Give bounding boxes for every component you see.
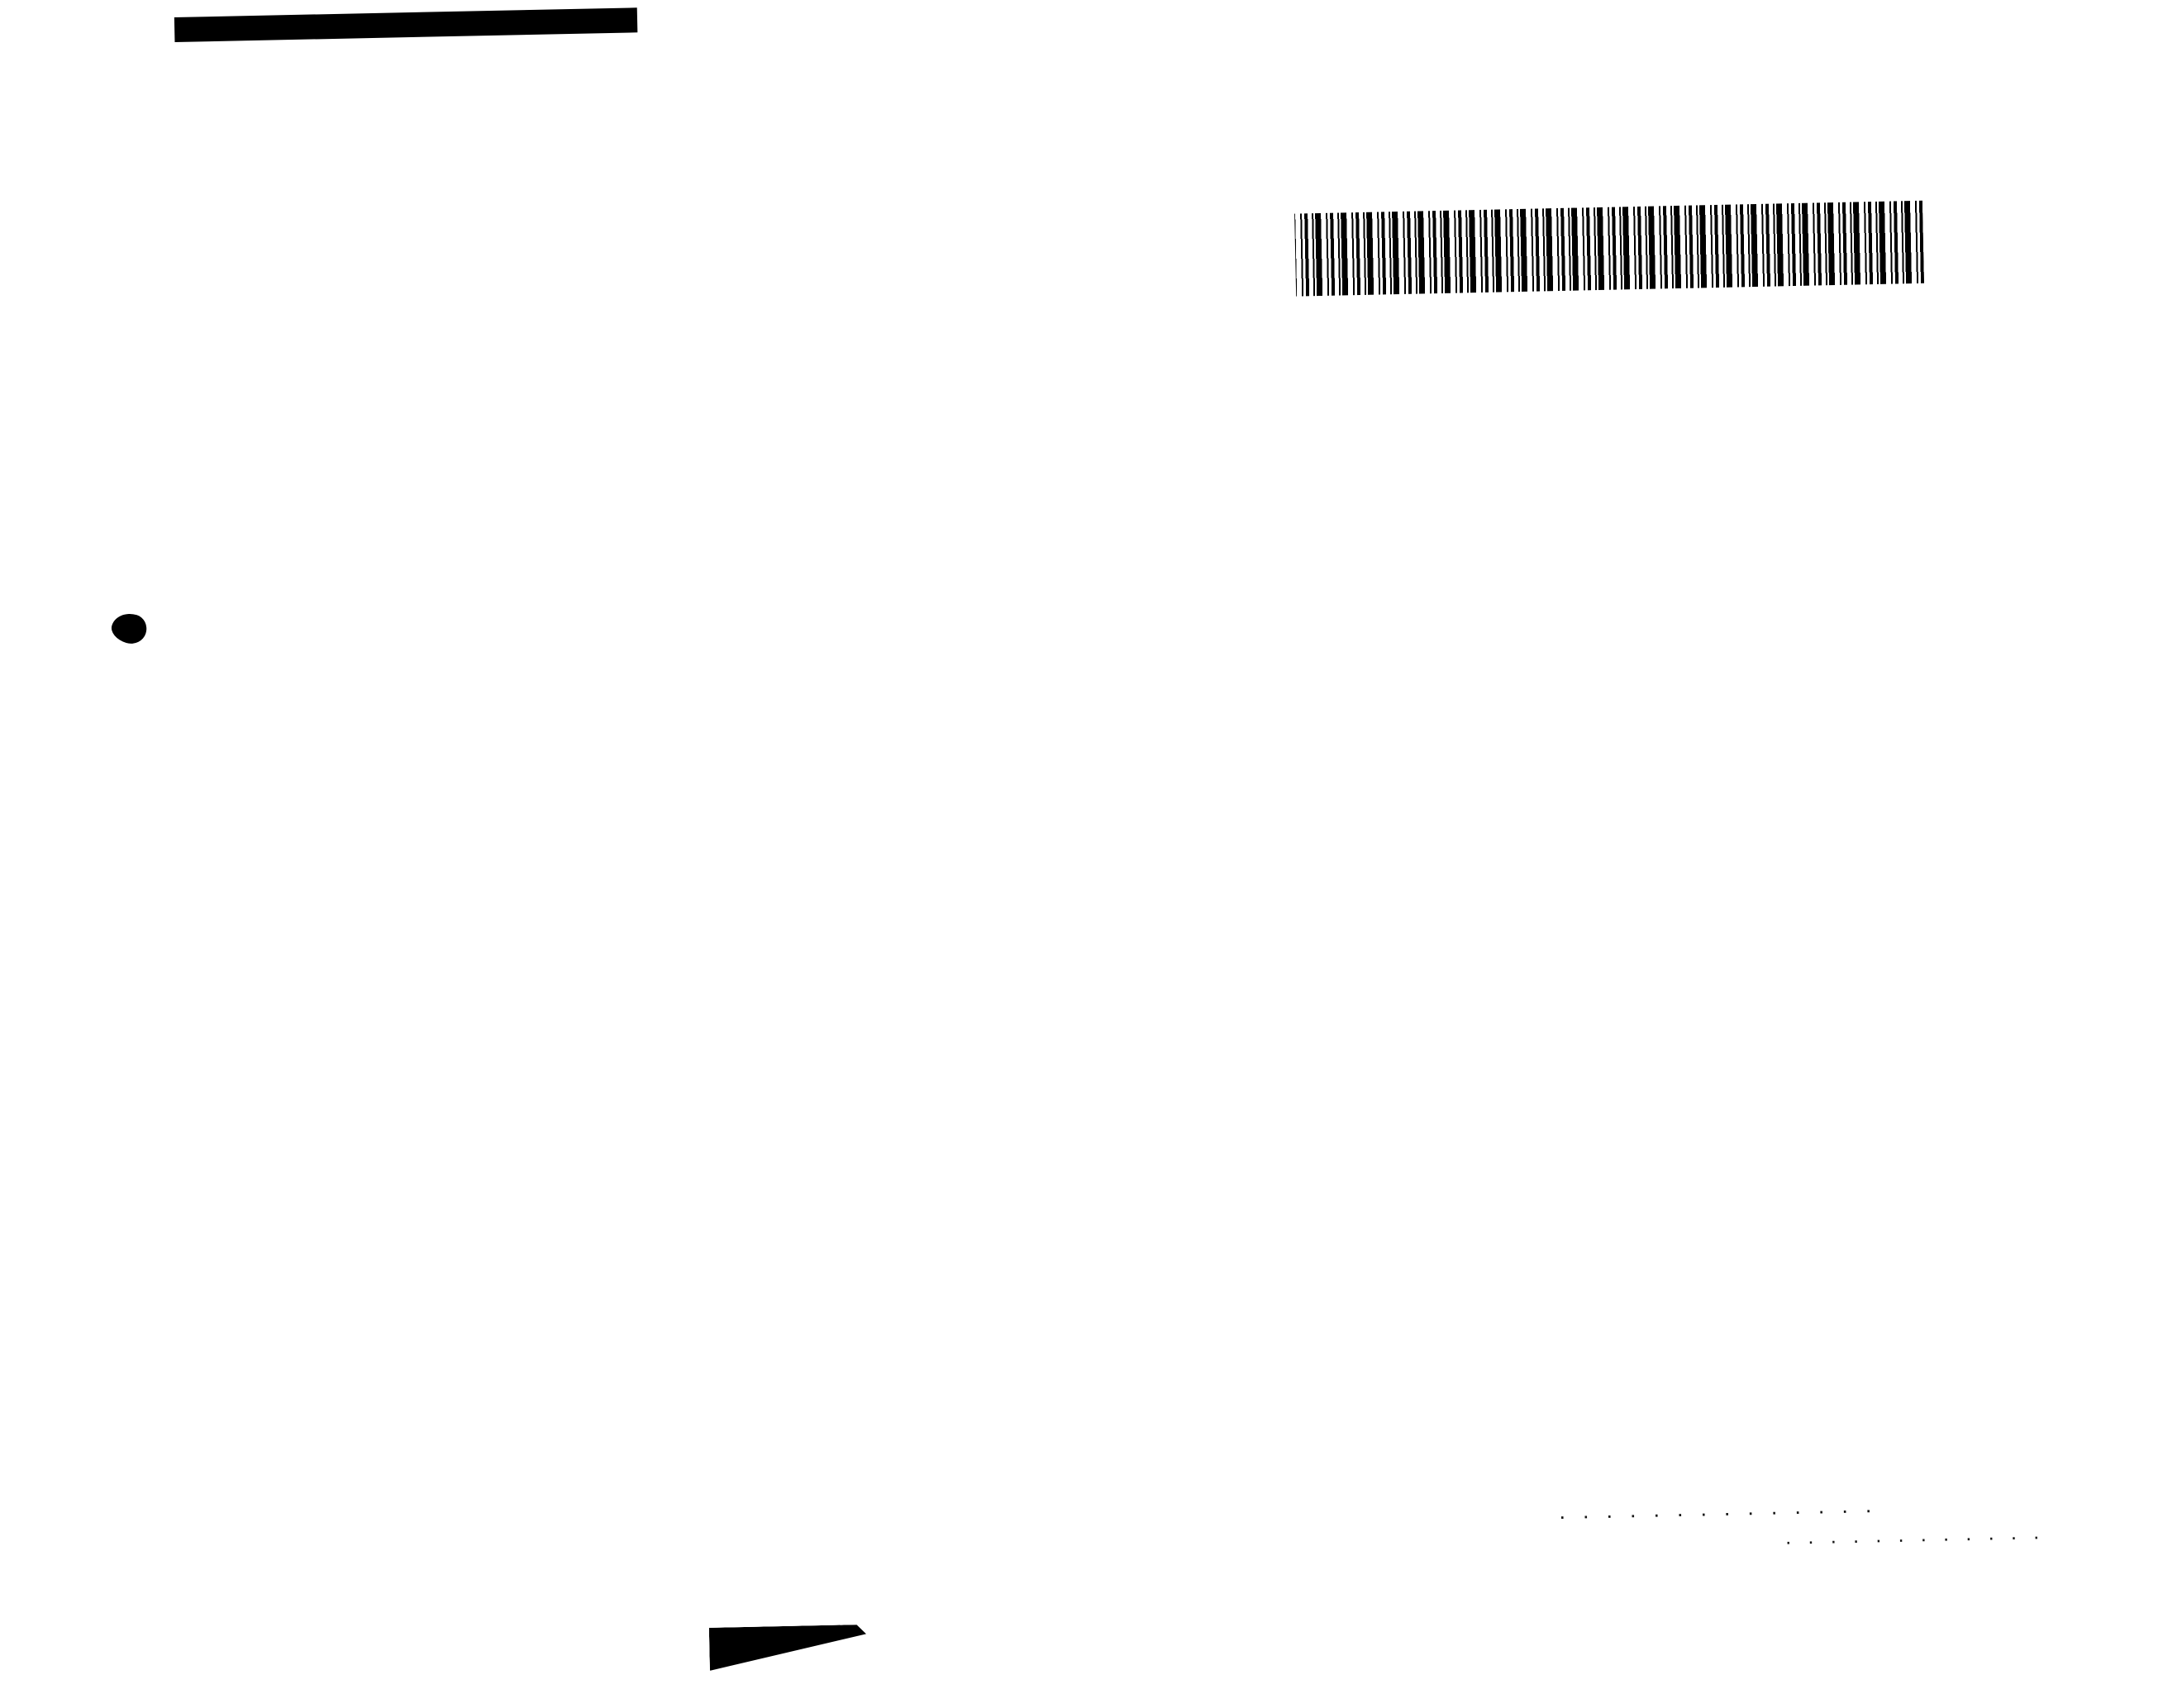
assessment-40-header [217,694,317,697]
transfer-col-date [1265,1426,1324,1473]
property-factors-title [1319,1083,1906,1096]
card-of-line [1779,1526,2040,1556]
dot-leader: · · · · · · [1904,1527,2040,1553]
ink-blot [108,609,150,648]
dot-leader: · · · · [1636,1503,1732,1530]
redaction-bar [174,7,638,42]
dot-leader: · · · · · · [1731,1500,1873,1528]
dot-leader: · · · · · · [1779,1530,1904,1556]
ink-mark [709,1625,867,1671]
parcel-barcode [1284,193,1934,305]
transfer-col-book [1180,1428,1264,1476]
transfer-col-consideration [1097,1430,1177,1477]
barcode-stripes [1294,201,1924,297]
pcl-id-line [1553,1499,1872,1531]
dot-leader: · · · · [1554,1505,1637,1531]
